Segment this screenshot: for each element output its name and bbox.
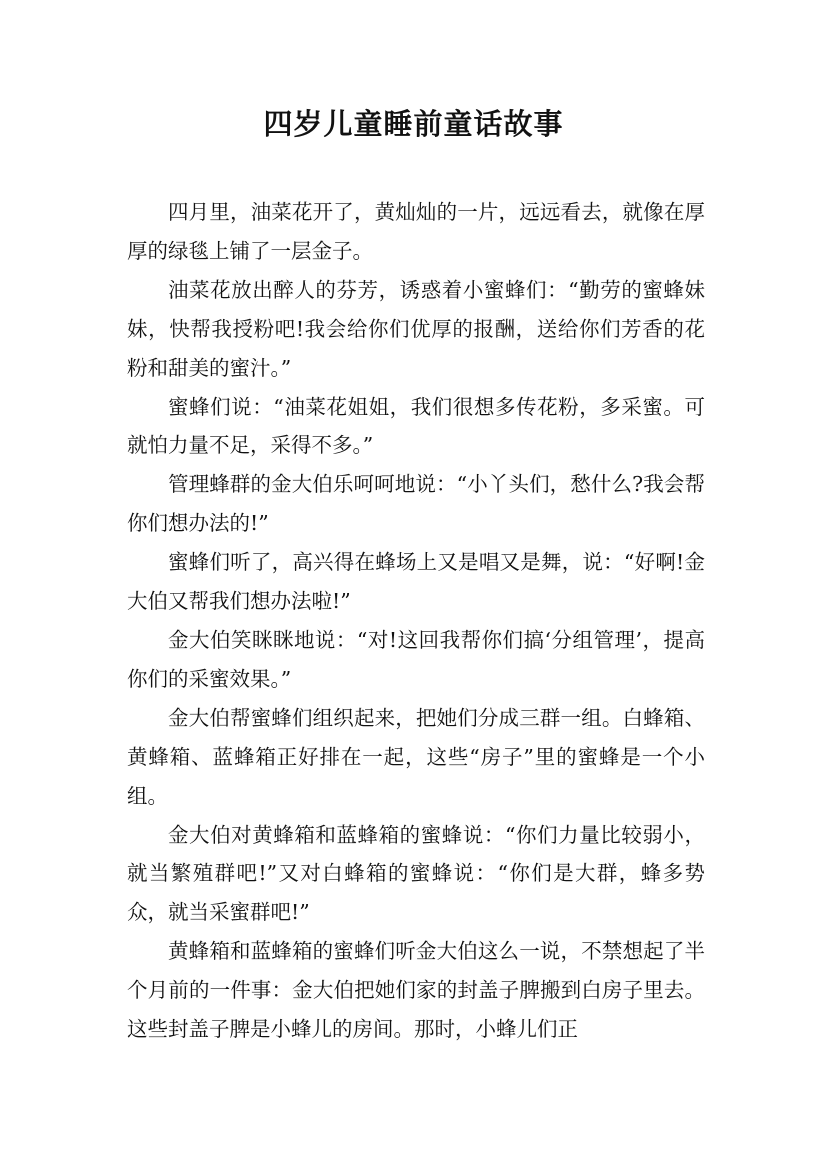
document-title: 四岁儿童睡前童话故事 <box>263 107 564 141</box>
paragraph: 金大伯笑眯眯地说：“对!这回我帮你们搞‘分组管理’，提高你们的采蜜效果。” <box>127 627 705 691</box>
paragraph: 金大伯对黄蜂箱和蓝蜂箱的蜜蜂说：“你们力量比较弱小，就当繁殖群吧!”又对白蜂箱的蜜蜂说：“你们是大群，蜂多势众，就当采蜜群吧!” <box>127 822 705 925</box>
paragraph: 油菜花放出醉人的芬芳，诱惑着小蜜蜂们：“勤劳的蜜蜂妹妹，快帮我授粉吧!我会给你们优厚的报酬，送给你们芳香的花粉和甜美的蜜汁。” <box>127 277 705 380</box>
paragraph: 蜜蜂们听了，高兴得在蜂场上又是唱又是舞，说：“好啊!金大伯又帮我们想办法啦!” <box>127 550 705 614</box>
paragraph: 黄蜂箱和蓝蜂箱的蜜蜂们听金大伯这么一说，不禁想起了半个月前的一件事：金大伯把她们家的封盖子脾搬到白房子里去。这些封盖子脾是小蜂儿的房间。那时，小蜂儿们正 <box>127 939 705 1042</box>
paragraph: 蜜蜂们说：“油菜花姐姐，我们很想多传花粉，多采蜜。可就怕力量不足，采得不多。” <box>127 394 705 458</box>
paragraph: 金大伯帮蜜蜂们组织起来，把她们分成三群一组。白蜂箱、黄蜂箱、蓝蜂箱正好排在一起，这些“房子”里的蜜蜂是一个小组。 <box>127 705 705 808</box>
paragraph: 四月里，油菜花开了，黄灿灿的一片，远远看去，就像在厚厚的绿毯上铺了一层金子。 <box>127 200 705 263</box>
paragraph: 管理蜂群的金大伯乐呵呵地说：“小丫头们，愁什么?我会帮你们想办法的!” <box>127 472 705 536</box>
story-body <box>127 193 705 1049</box>
